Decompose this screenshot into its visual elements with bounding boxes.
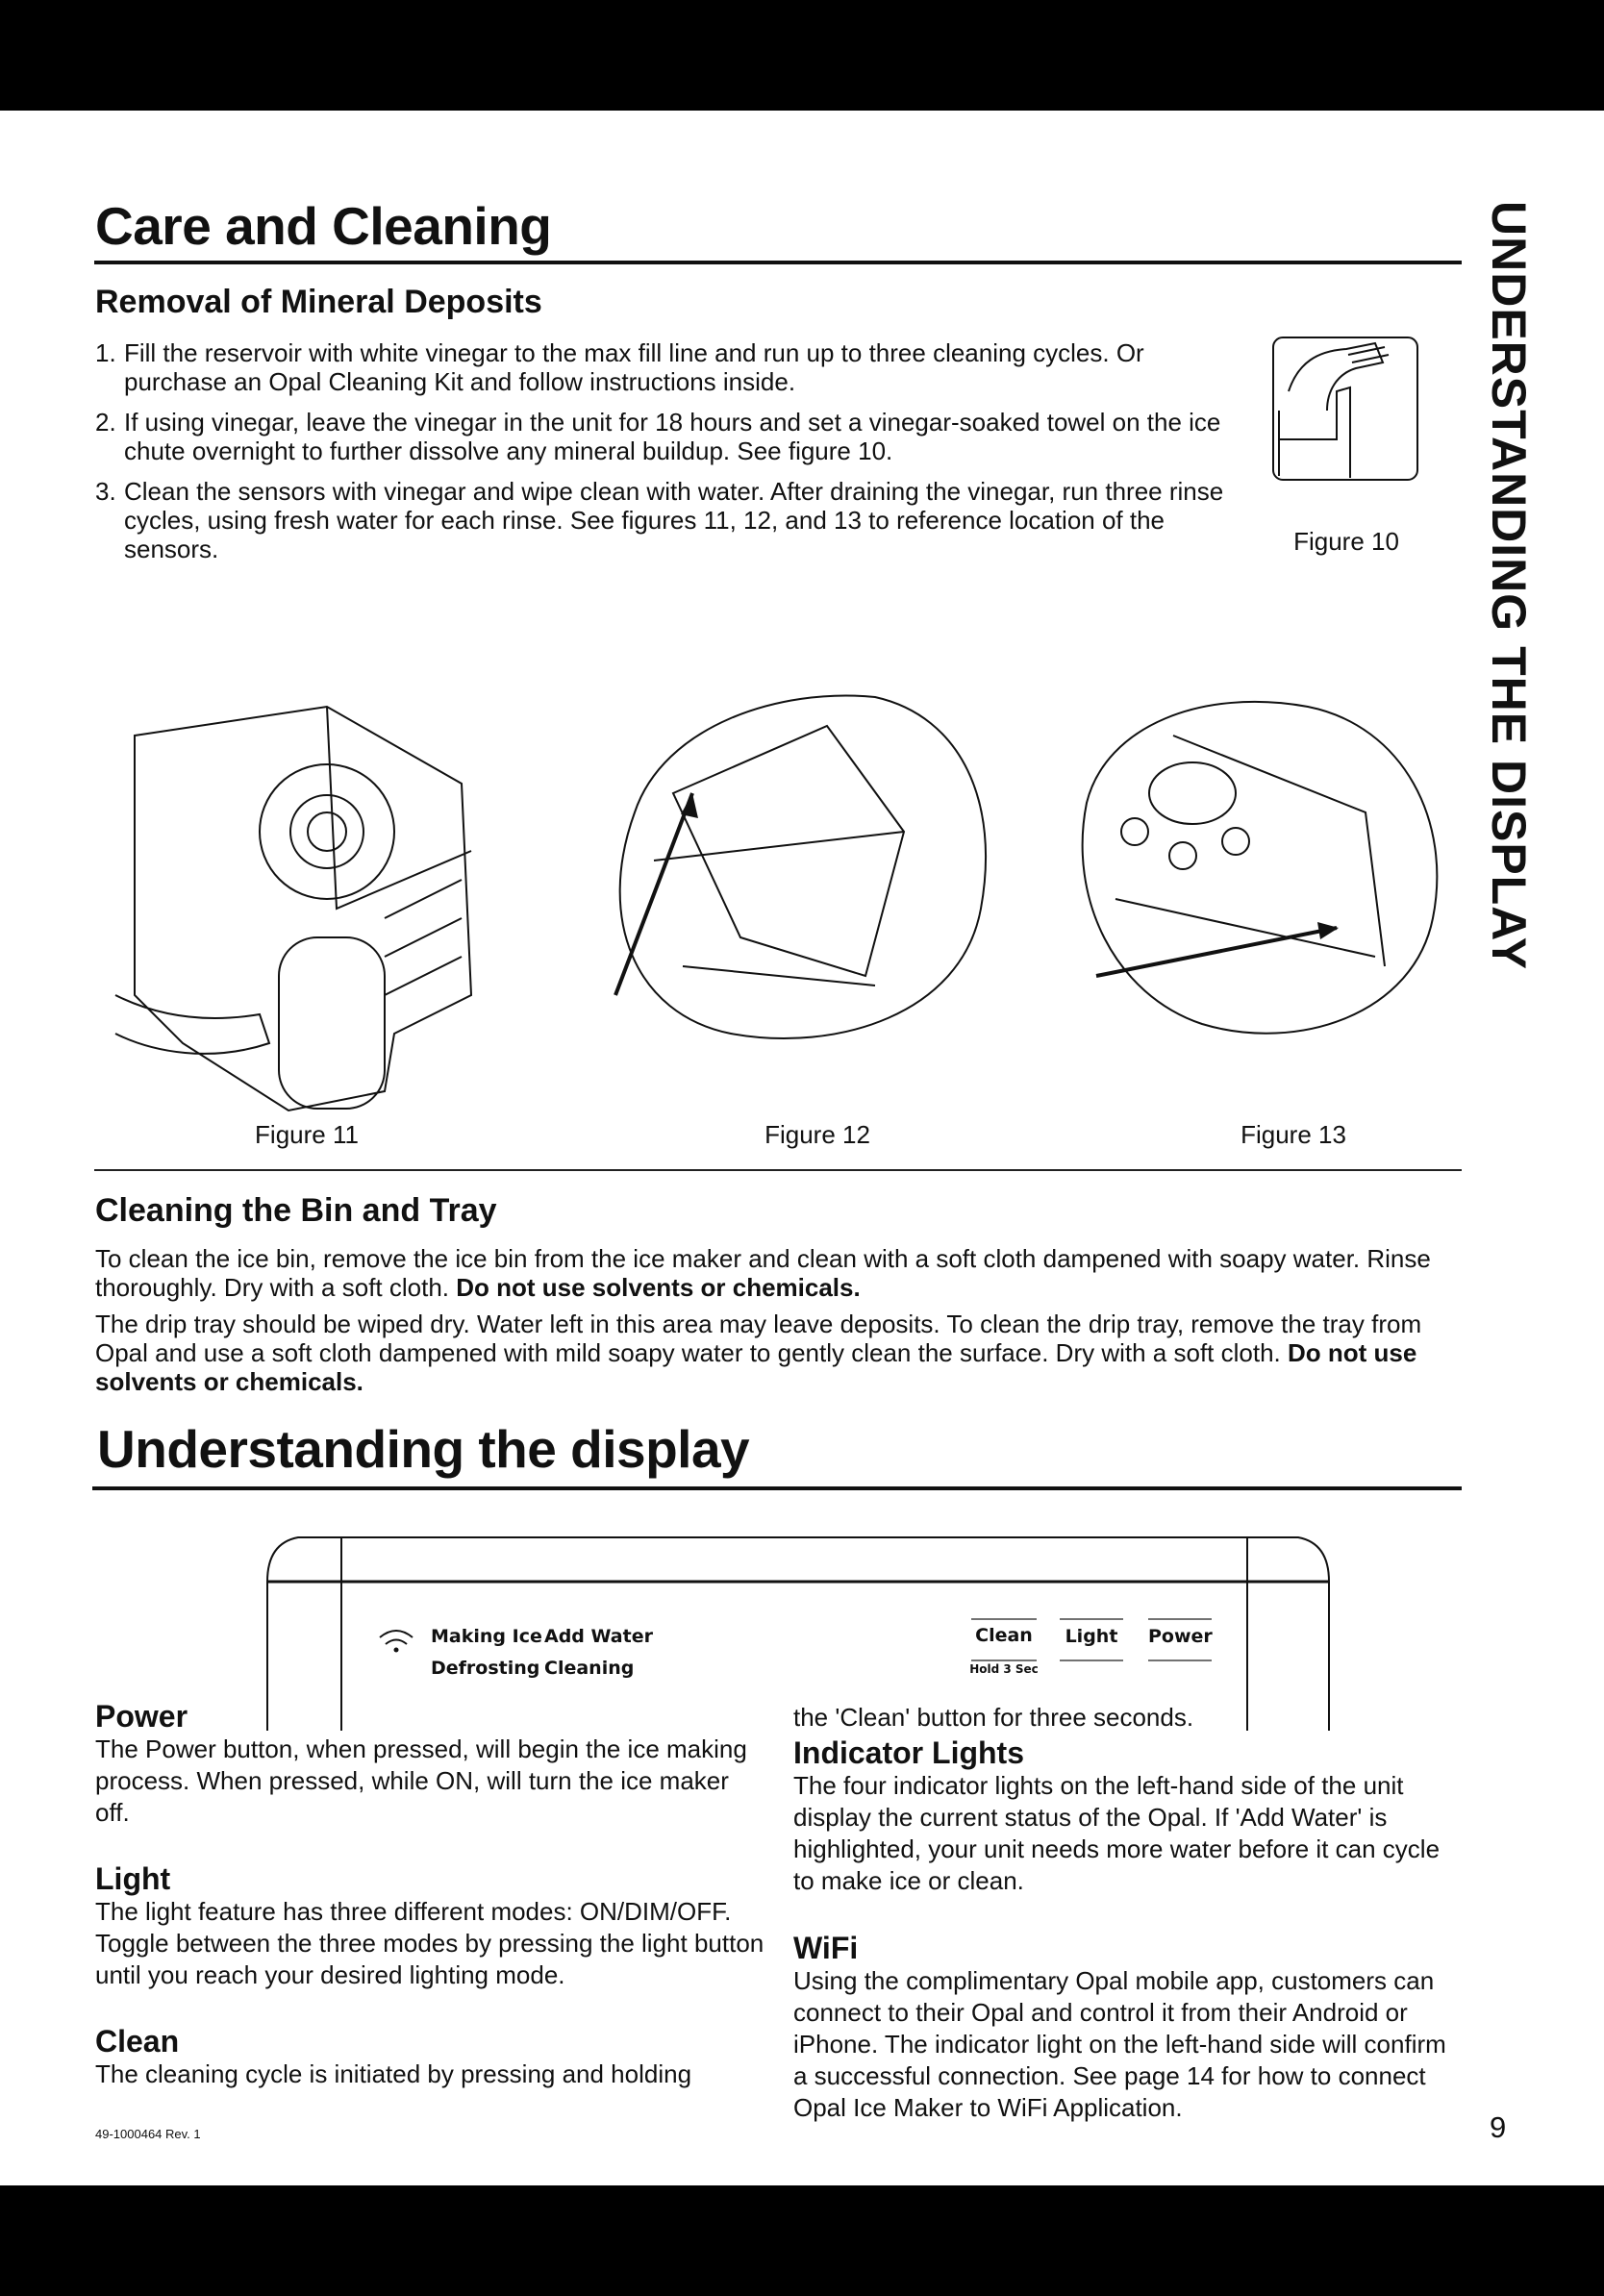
light-text: The light feature has three different modes: ON/DIM/OFF. Toggle between the three modes by pressing the light button until you reach your desired lighting mode. (95, 1897, 764, 1989)
list-item: 3. Clean the sensors with vinegar and wipe clean with water. After draining the vinegar, run three rinse cycles, using fresh water for each rinse. See figures 11, 12, and 13 to reference location of the sensors. (95, 477, 1224, 563)
mineral-heading: Removal of Mineral Deposits (95, 284, 542, 320)
list-item: 2. If using vinegar, leave the vinegar in the unit for 18 hours and set a vinegar-soaked towel on the ice chute overnight to further dissolve any mineral buildup. See figure 10. (95, 408, 1221, 465)
figure-11-caption: Figure 11 (255, 1120, 359, 1149)
bin-paragraph-1: To clean the ice bin, remove the ice bin from the ice maker and clean with a soft cloth dampened with soapy water. Rinse thoroughly. Dry with a soft cloth. Do not use solvents or chemicals. (95, 1244, 1431, 1302)
figure-12-caption: Figure 12 (764, 1120, 870, 1149)
care-title: Care and Cleaning (95, 196, 552, 256)
clean-continuation: the 'Clean' button for three seconds. (793, 1703, 1194, 1732)
display-title: Understanding the display (97, 1419, 750, 1479)
indicator-section (793, 1735, 1466, 1897)
wifi-text: Using the complimentary Opal mobile app, customers can connect to their Opal and control it from their Android or iPhone. The indicator light on the left-hand side will confirm a successful connection. See page 14 for how to connect Opal Ice Maker to WiFi Application. (793, 1966, 1446, 2122)
wifi-section (793, 1931, 1466, 2124)
power-button[interactable]: Power (1148, 1626, 1213, 1647)
indicator-heading: Indicator Lights (793, 1735, 1024, 1770)
light-button[interactable]: Light (1065, 1626, 1118, 1647)
doc-number: 49-1000464 Rev. 1 (95, 2127, 201, 2141)
indicator-text: The four indicator lights on the left-hand side of the unit display the current status of the Opal. If 'Add Water' is highlighted, your unit needs more water before it can cycle to make ice or clean. (793, 1771, 1441, 1895)
indicator-defrosting: Defrosting (431, 1658, 540, 1679)
care-title-rule (94, 261, 1462, 264)
indicator-add-water: Add Water (544, 1626, 653, 1647)
clean-section (95, 2024, 768, 2090)
figure-11-illustration (96, 591, 500, 1130)
figure-10-caption: Figure 10 (1293, 527, 1399, 556)
clean-button[interactable]: Clean (975, 1625, 1033, 1646)
figure-13-illustration (1058, 687, 1462, 1053)
power-section (95, 1699, 768, 1829)
power-text: The Power button, when pressed, will begin the ice making process. When pressed, while ON, will turn the ice maker off. (95, 1734, 747, 1827)
clean-hold-label: Hold 3 Sec (969, 1662, 1039, 1676)
figure-12-illustration (587, 668, 1000, 1053)
sidebar-tab (1473, 201, 1550, 1143)
indicator-cleaning: Cleaning (544, 1658, 635, 1679)
wifi-heading: WiFi (793, 1931, 859, 1965)
display-title-rule (92, 1486, 1462, 1490)
manual-page (0, 111, 1604, 2185)
light-heading: Light (95, 1861, 171, 1896)
mineral-steps (95, 338, 1230, 575)
bin-heading: Cleaning the Bin and Tray (95, 1192, 497, 1229)
clean-heading: Clean (95, 2024, 180, 2059)
figure-10-illustration (1269, 334, 1423, 487)
clean-text: The cleaning cycle is initiated by pressing and holding (95, 2059, 692, 2088)
page-number: 9 (1490, 2110, 1507, 2144)
figures-rule (94, 1169, 1462, 1171)
power-heading: Power (95, 1699, 188, 1734)
bin-paragraph-2: The drip tray should be wiped dry. Water left in this area may leave deposits. To clean the drip tray, remove the tray from Opal and use a soft cloth dampened with mild soapy water to gently clean the surface. Dry with a soft cloth. Do not use solvents or chemicals. (95, 1310, 1422, 1396)
light-section (95, 1861, 768, 1991)
list-item: 1. Fill the reservoir with white vinegar to the max fill line and run up to three cleaning cycles. Or purchase an Opal Cleaning Kit and follow instructions inside. (95, 338, 1144, 396)
sidebar-tab-label: UNDERSTANDING THE DISPLAY (1482, 201, 1536, 971)
figure-13-caption: Figure 13 (1241, 1120, 1346, 1149)
indicator-making-ice: Making Ice (431, 1626, 542, 1647)
